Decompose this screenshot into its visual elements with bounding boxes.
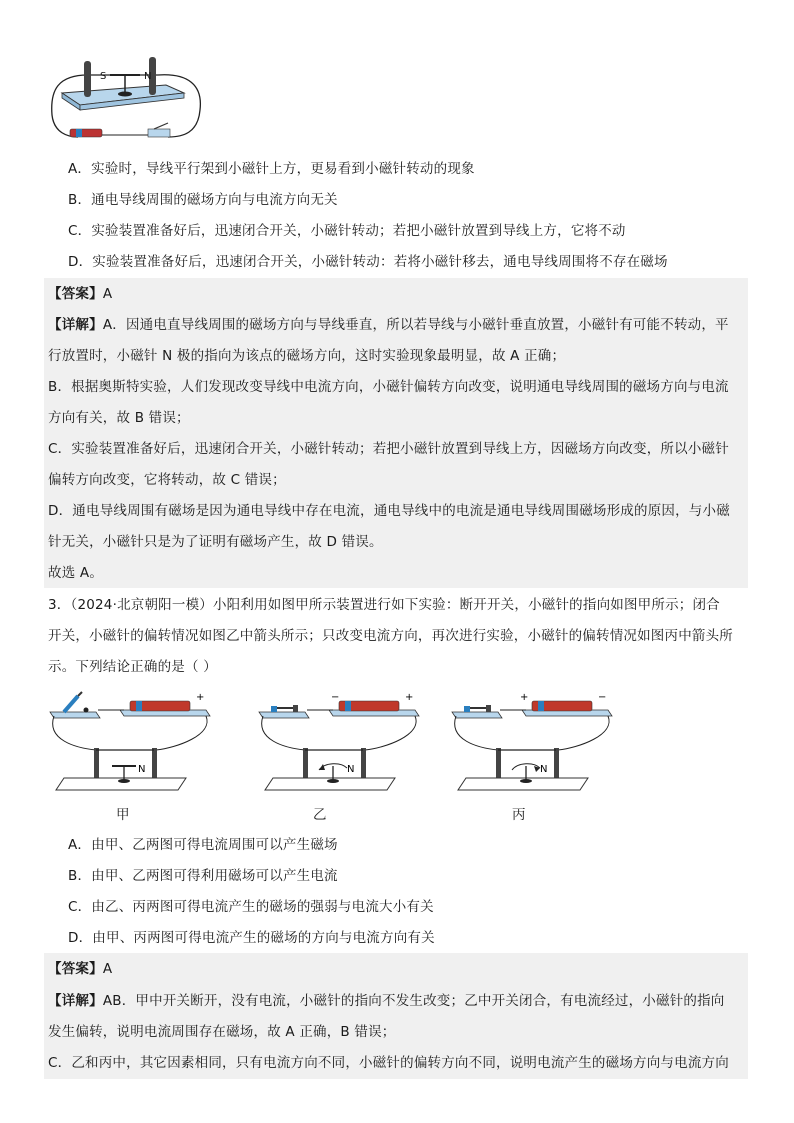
q2-detail-line-9: 故选 A。 <box>48 565 104 581</box>
q3-detail-line-2: 发生偏转，说明电流周围存在磁场，故 A 正确，B 错误； <box>48 1024 396 1040</box>
q2-option-d: D．实验装置准备好后，迅速闭合开关，小磁针转动：若将小磁针移去，通电导线周围将不存在磁场 <box>68 254 668 270</box>
figure-caption-bing: 丙 <box>512 807 526 823</box>
q3-detail-line-3: C．乙和丙中，其它因素相同，只有电流方向不同，小磁针的偏转方向不同，说明电流产生的磁场方向与电流方向 <box>48 1055 729 1071</box>
q2-option-b: B．通电导线周围的磁场方向与电流方向无关 <box>68 192 338 208</box>
q2-detail-line-8: 针无关，小磁针只是为了证明有磁场产生，故 D 错误。 <box>48 534 383 550</box>
bing-plus: + <box>520 692 529 703</box>
figure-caption-jia: 甲 <box>116 807 130 823</box>
q2-detail-line-2: 行放置时，小磁针 N 极的指向为该点的磁场方向，这时实验现象最明显，故 A 正确； <box>48 348 566 364</box>
bing-minus: − <box>598 692 607 703</box>
bing-n-label: N <box>540 764 548 775</box>
q3-answer-value: A <box>102 961 113 977</box>
q3-stem-line-1: 3．（2024·北京朝阳一模）小阳利用如图甲所示装置进行如下实验：断开开关，小磁针的指向如图甲所示；闭合 <box>48 597 720 613</box>
q2-answer <box>48 285 112 303</box>
q2-detail-line-3: B．根据奥斯特实验，人们发现改变导线中电流方向，小磁针偏转方向改变，说明通电导线周围的磁场方向与电流 <box>48 379 729 395</box>
q3-option-c: C．由乙、丙两图可得电流产生的磁场的强弱与电流大小有关 <box>68 899 434 915</box>
q3-option-d: D．由甲、丙两图可得电流产生的磁场的方向与电流方向有关 <box>68 930 435 946</box>
q3-stem-line-3: 示。下列结论正确的是（ ） <box>48 659 217 675</box>
pole-n-label: N <box>144 71 152 82</box>
q2-detail-line-5: C．实验装置准备好后，迅速闭合开关，小磁针转动；若把小磁针放置到导线上方，因磁场方向改变，所以小磁针 <box>48 441 729 457</box>
q3-option-a: A．由甲、乙两图可得电流周围可以产生磁场 <box>68 837 338 853</box>
q2-answer-tag: 【答案】 <box>48 286 103 302</box>
q2-option-a: A．实验时，导线平行架到小磁针上方，更易看到小磁针转动的现象 <box>68 161 475 177</box>
q2-detail-text-1: A．因通电直导线周围的磁场方向与导线垂直，所以若导线与小磁针垂直放置，小磁针有可能不转动，平 <box>102 317 729 333</box>
q2-detail-line-1 <box>48 316 729 334</box>
figure-jia <box>46 690 211 800</box>
q3-stem-line-2: 开关，小磁针的偏转情况如图乙中箭头所示；只改变电流方向，再次进行实验，小磁针的偏转情况如图丙中箭头所 <box>48 628 733 644</box>
q2-detail-line-6: 偏转方向改变，它将转动，故 C 错误； <box>48 472 286 488</box>
figure-bing <box>448 690 613 800</box>
yi-minus: − <box>331 692 340 703</box>
jia-n-label: N <box>138 764 146 775</box>
oersted-apparatus-figure <box>48 55 213 143</box>
q3-option-b: B．由甲、乙两图可得利用磁场可以产生电流 <box>68 868 338 884</box>
q2-detail-tag: 【详解】 <box>48 317 103 333</box>
pole-s-label: S <box>100 71 107 82</box>
q3-answer-tag: 【答案】 <box>48 961 103 977</box>
q2-option-c: C．实验装置准备好后，迅速闭合开关，小磁针转动；若把小磁针放置到导线上方，它将不动 <box>68 223 626 239</box>
yi-plus: + <box>405 692 414 703</box>
q3-detail-text-1: AB．甲中开关断开，没有电流，小磁针的指向不发生改变；乙中开关闭合，有电流经过，小磁针的指向 <box>102 993 725 1009</box>
q3-detail-line-1 <box>48 992 725 1010</box>
jia-plus: + <box>196 692 205 703</box>
q2-detail-line-4: 方向有关，故 B 错误； <box>48 410 190 426</box>
q3-answer <box>48 960 112 978</box>
q2-detail-line-7: D．通电导线周围有磁场是因为通电导线中存在电流，通电导线中的电流是通电导线周围磁场形成的原因，与小磁 <box>48 503 730 519</box>
yi-n-label: N <box>347 764 355 775</box>
figure-yi <box>255 690 420 800</box>
q3-detail-tag: 【详解】 <box>48 993 103 1009</box>
q2-answer-value: A <box>102 286 113 302</box>
figure-caption-yi: 乙 <box>313 807 327 823</box>
